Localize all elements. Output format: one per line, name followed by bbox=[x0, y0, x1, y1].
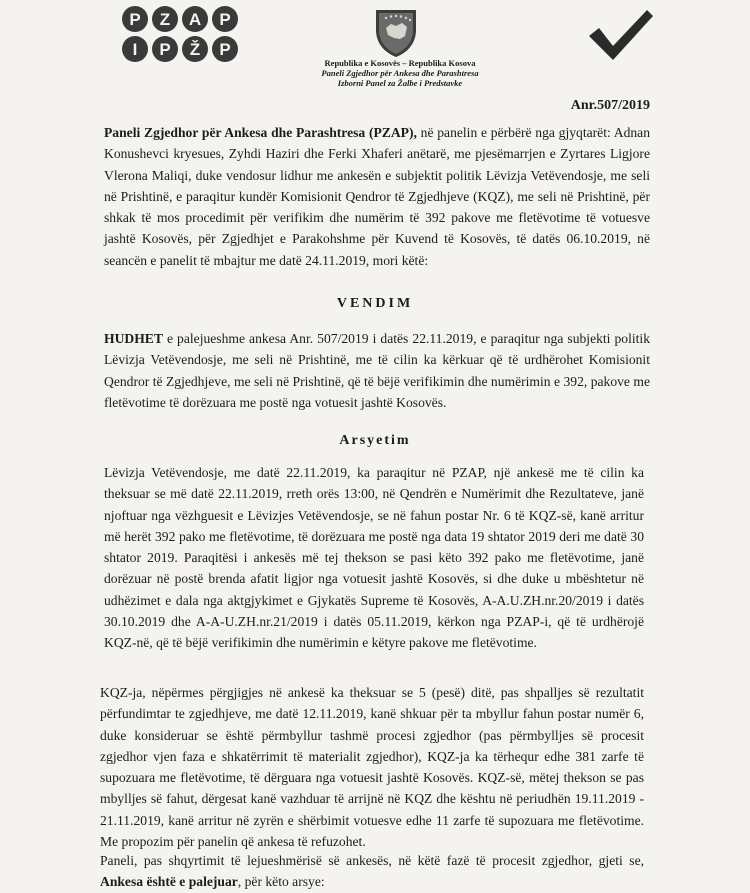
logo-letter: A bbox=[182, 6, 208, 32]
logo-letter: I bbox=[122, 36, 148, 62]
logo-letter: P bbox=[212, 6, 238, 32]
reasoning-paragraph-1: Lëvizja Vetëvendosje, me datë 22.11.2019, ka paraqitur në PZAP, një ankesë me të cilin ka theksuar se më datë 22.11.2019, rreth orës 13:00, në Qendrën e Numërimit dhe Rezultateve, janë njoftuar nga vëzhguesit e Lëvizjes Vetëvendosje, se në fahun postar Nr. 6 të KQZ-së, kanë arritur më herët 392 pako me fletëvotime, të dorëzuara me postë nga data 19 shtator 2019 deri me datë 30 shtator 2019. Paraqitësi i ankesës më tej thekson se pasi këto 392 pako me fletëvotime, janë dorëzuar në postë brenda afatit ligjor nga votuesit jashtë Kosovës, si dhe duke u mbështetur në udhëzimet e dala nga aktgjykimet e Gjykatës Supreme të Kosovës, A-A.U.ZH.nr.20/2019 i datës 30.10.2019 dhe A-A-U.ZH.nr.21/2019 i datës 05.11.2019, kërkon nga PZAP-i, që të urdhërojë KQZ-në, që të bëjë verifikimin dhe numërimin e këtyre pakove me fletëvotime. bbox=[104, 465, 644, 651]
case-number: Anr.507/2019 bbox=[570, 98, 650, 113]
paragraph-3-start: Paneli, pas shqyrtimit të lejueshmërisë së ankesës, në këtë fazë të procesit zgjedhor, gjeti se, bbox=[100, 853, 644, 868]
reasoning-paragraph-3 bbox=[100, 850, 644, 893]
kosovo-emblem-icon bbox=[374, 6, 418, 58]
decision-lead: HUDHET bbox=[104, 331, 163, 346]
logo-letter: Z bbox=[152, 6, 178, 32]
paragraph-3-bold: Ankesa është e palejuar bbox=[100, 874, 238, 890]
intro-lead: Paneli Zgjedhor për Ankesa dhe Parashtresa (PZAP), bbox=[104, 125, 417, 140]
reasoning-heading: Arsyetim bbox=[339, 433, 411, 448]
pzap-logo bbox=[122, 6, 247, 66]
institution-line-3: Izborni Panel za Žalbe i Predstavke bbox=[337, 78, 463, 88]
institution-header bbox=[240, 58, 560, 88]
reasoning-paragraph-2: KQZ-ja, nëpërmes përgjigjes në ankesë ka theksuar se 5 (pesë) ditë, pas shpalljes së rezultatit përfundimtar te zgjedhjeve, me datë 12.11.2019, kanë shkuar për ta mbyllur fahun postar numër 6, duke konsideruar se është përmbyllur tashmë procesi zgjedhor (pas përmbylljes së procesit zgjedhor vjen faza e shkatërrimit të materialit zgjedhor), KQZ-ja ka tërhequr edhe 381 zarfe të supozuara me fletëvotime, të dërguara nga votuesit jashtë Kosovës. KQZ-së, mëtej thekson se pas mbylljes së fahut, dërgesat kanë vazhduar të arrijnë në KQZ dhe kështu në periudhën 19.11.2019 - 21.11.2019, kanë arritur në zyrën e shërbimit votuesve edhe 11 zarfe të supozuara me fletëvotime. Me propozim për panelin që ankesa të refuzohet. bbox=[100, 685, 644, 850]
intro-text: në panelin e përbërë nga gjyqtarët: Adnan Konushevci kryesues, Zyhdi Haziri dhe Ferki Xhaferi anëtarë, me pjesëmarrjen e Zyrtares Ligjore Vlerona Maliqi, duke vendosur lidhur me ankesën e subjektit politik Lëvizja Vetëvendosje, me seli në Prishtinë, e paraqitur kundër Komisionit Qendror të Zgjedhjeve (KQZ), me seli në Prishtinë, për shkak të mos procedimit për verifikim dhe numërim të 392 pakove me fletëvotime të votuesve jashtë Kosovës, për Zgjedhjet e Parakohshme për Kuvend të Kosovës, të datës 06.10.2019, në seancën e panelit të mbajtur me datë 24.11.2019, mori këtë: bbox=[104, 125, 651, 268]
decision-heading: VENDIM bbox=[336, 296, 414, 311]
decision-paragraph bbox=[104, 328, 650, 413]
checkmark-icon bbox=[585, 6, 655, 62]
intro-paragraph bbox=[104, 122, 650, 271]
logo-letter: P bbox=[152, 36, 178, 62]
logo-letter: P bbox=[212, 36, 238, 62]
institution-line-2: Paneli Zgjedhor për Ankesa dhe Parashtresa bbox=[321, 68, 479, 78]
institution-line-1: Republika e Kosovës – Republika Kosova bbox=[324, 58, 476, 68]
paragraph-3-end: , për këto arsye: bbox=[237, 874, 325, 890]
decision-text: e palejueshme ankesa Anr. 507/2019 i datës 22.11.2019, e paraqitur nga subjekti politik Lëvizja Vetëvendosje, me seli në Prishtinë, me të cilin ka kërkuar që të urdhërohet Komisionit Qendror të Zgjedhjeve, me seli në Prishtinë, që të bëjë verifikimin dhe numërimin e 392, pakove me fletëvotime të dorëzuara me postë nga votuesit jashtë Kosovës. bbox=[104, 331, 650, 410]
logo-letter: Ž bbox=[182, 36, 208, 62]
logo-letter: P bbox=[122, 6, 148, 32]
